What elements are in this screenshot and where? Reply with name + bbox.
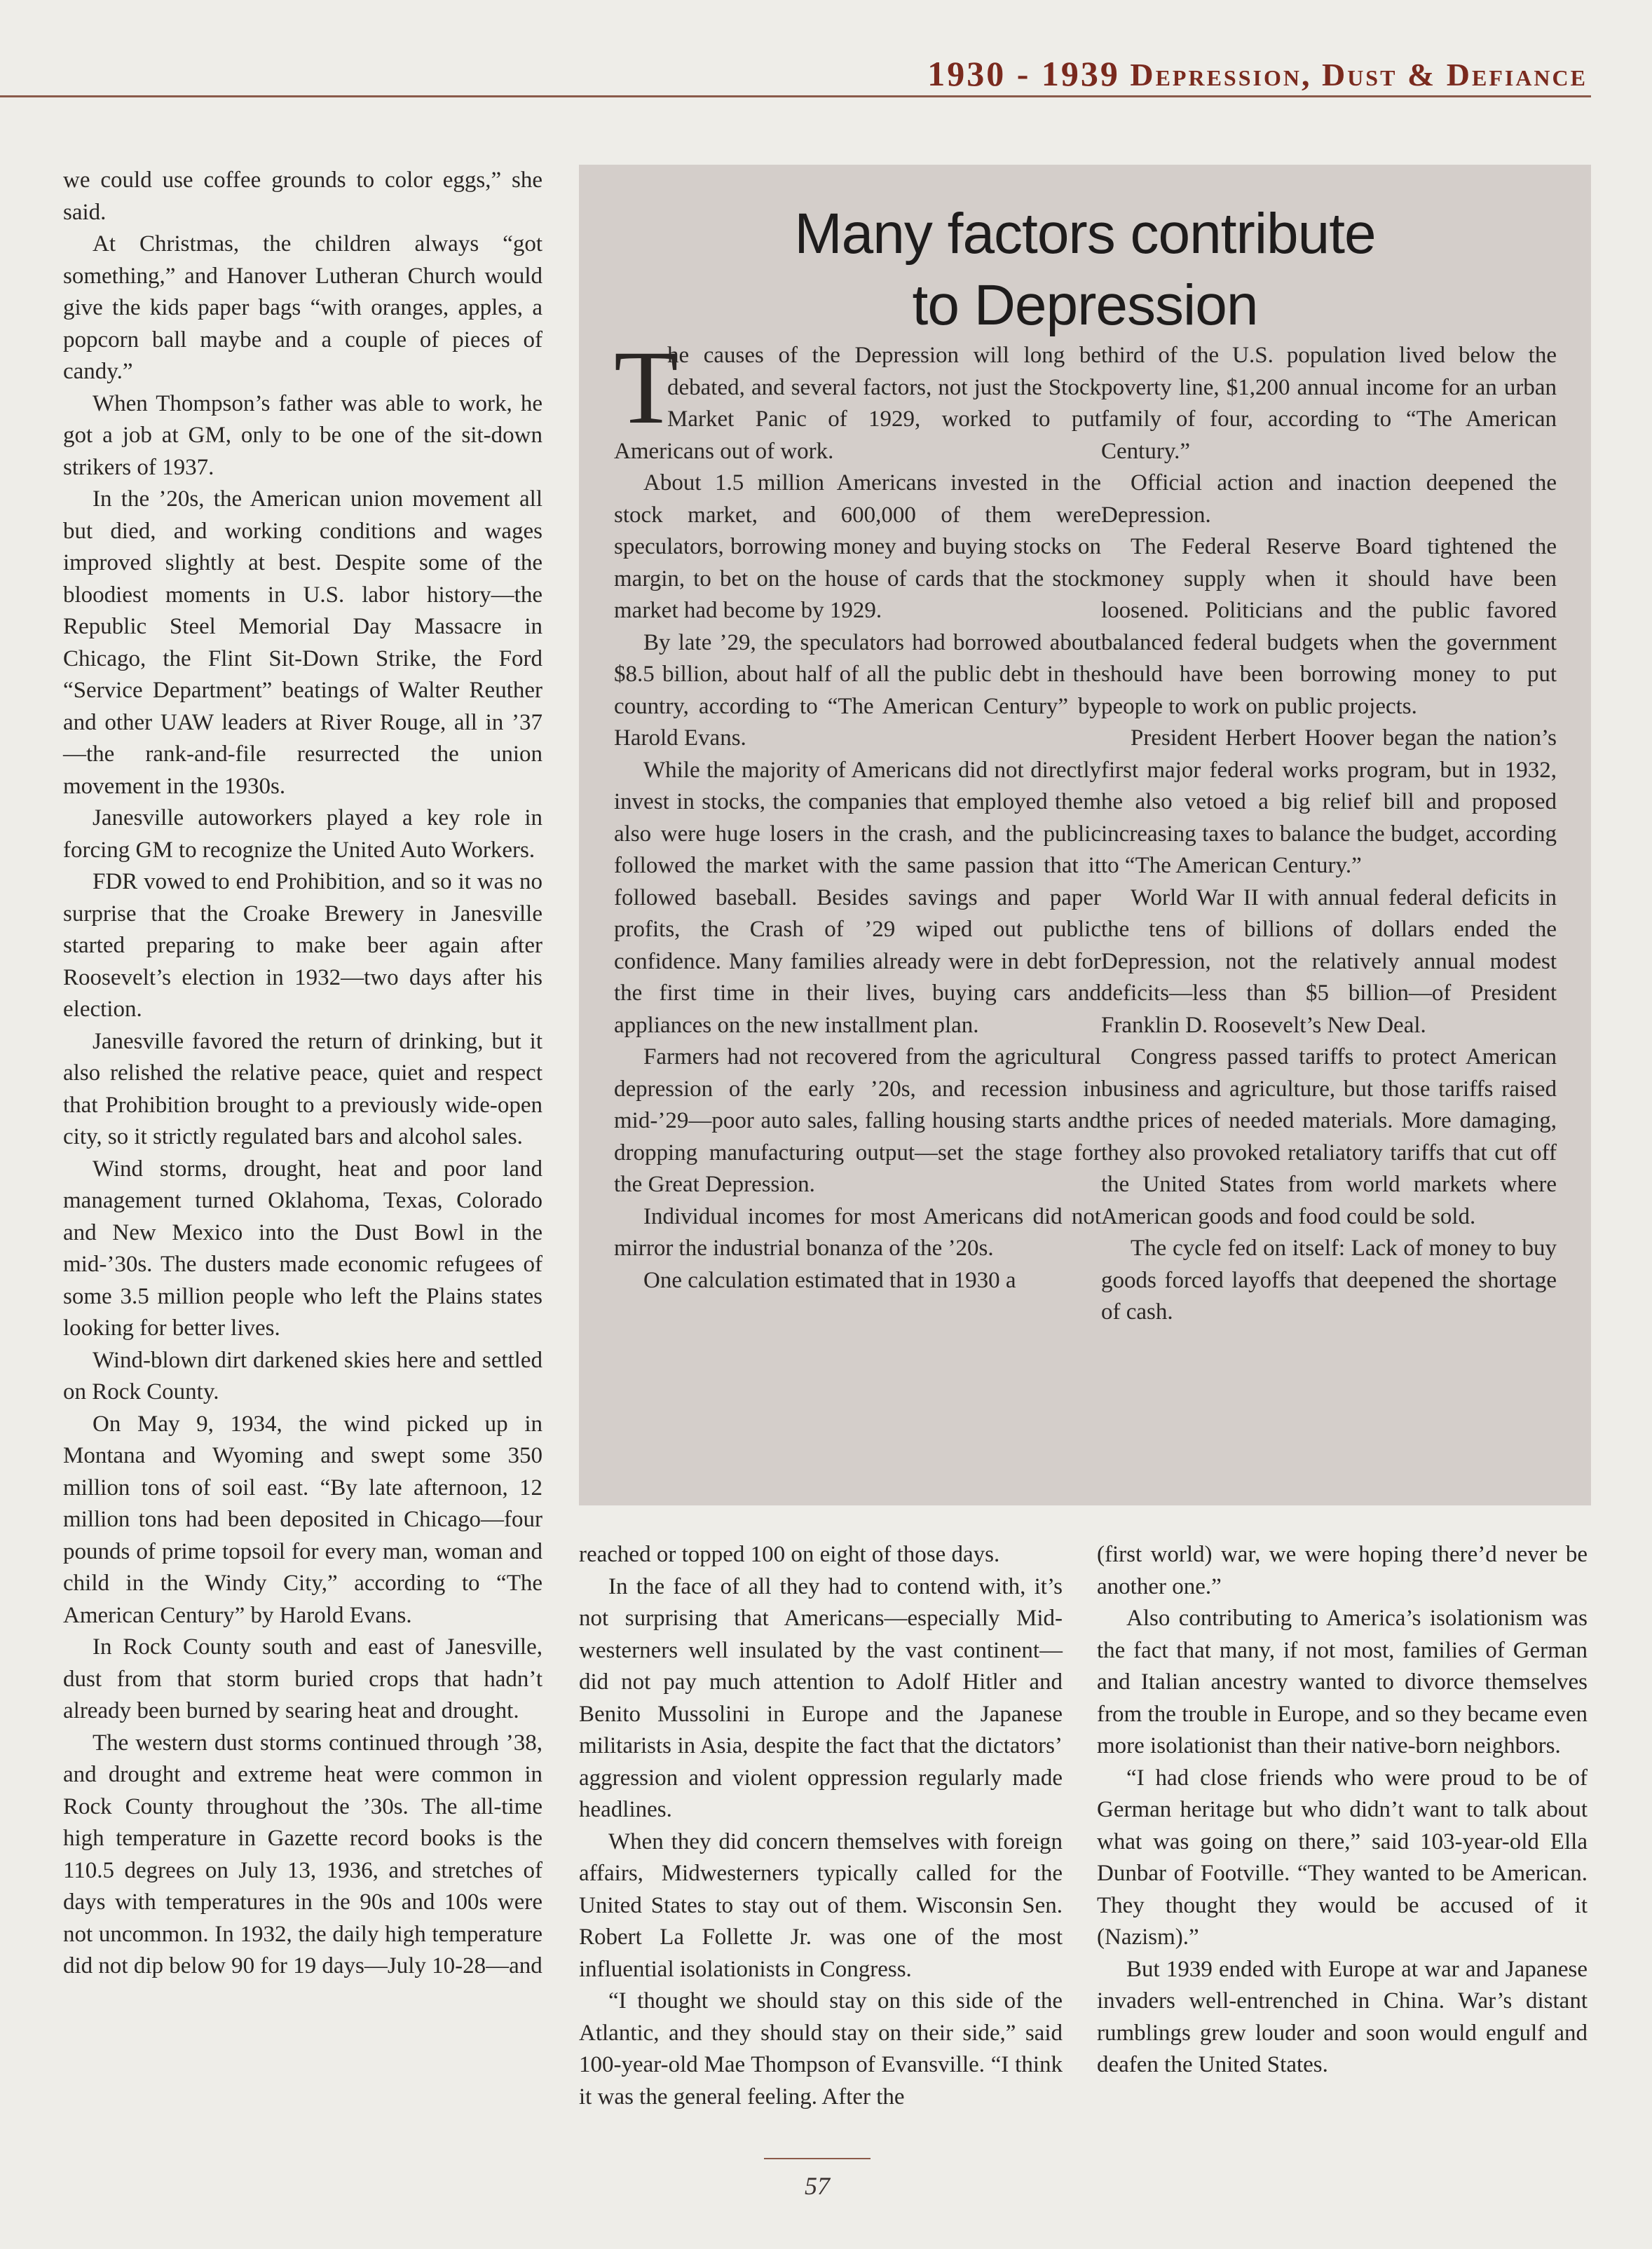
paragraph: On May 9, 1934, the wind picked up in Montana and Wyoming and swept some 350 million tons of soil east. “By late afternoon, 12 million tons had been deposited in Chicago—four pounds of prime topsoil for every man, woman and child in the Windy City,” according to “The American Century” by Harold Evans. <box>63 1411 542 1628</box>
paragraph: By late ’29, the speculators had borrowed about $8.5 billion, about half of all the public debt in the country, according to “The American Century” by Harold Evans. <box>614 629 1101 751</box>
paragraph: Janesville autoworkers played a key role in forcing GM to recognize the United Auto Workers. <box>63 805 542 863</box>
sidebar-title-line-1: Many factors contribute <box>794 202 1376 266</box>
paragraph: When they did concern themselves with foreign affairs, Midwesterners typically called for the United States to stay out of them. Wisconsin Sen. Robert La Follette Jr. was one of the most influential isolationists in Congress. <box>579 1828 1063 1982</box>
paragraph: “I thought we should stay on this side of the Atlantic, and they should stay on their side,” said 100-year-old Mae Thompson of Evansville. “I think it was the general feeling. After the <box>579 1988 1063 2110</box>
paragraph: reached or topped 100 on eight of those days. <box>579 1542 1000 1567</box>
paragraph: we could use coffee grounds to color eggs,” she said. <box>63 168 542 225</box>
paragraph: Janesville favored the return of drinking, but it also relished the relative peace, quiet and respect that Prohibition brought to a previously wide-open city, so it strictly regulated bars and alcohol sales. <box>63 1028 542 1149</box>
paragraph: In the ’20s, the American union movement all but died, and working conditions and wages improved slightly at best. Despite some of the bloodiest moments in U.S. labor history—the Republic Steel Memorial Day Massacre in Chicago, the Flint Sit-Down Strike, the Ford “Service Department” beatings of Walter Reuther and other UAW leaders at River Rouge, all in ’37—the rank-and-file resurrected the union movement in the 1930s. <box>63 486 542 799</box>
middle-column <box>579 1539 1063 2113</box>
page-number: 57 <box>805 2172 830 2200</box>
paragraph: Official action and inaction deepened the Depression. <box>1101 470 1557 528</box>
paragraph: Farmers had not recovered from the agricultural depression of the early ’20s, and recession in mid-’29—poor auto sales, falling housing starts and dropping manufacturing output—set the stage for the Great Depression. <box>614 1044 1101 1197</box>
paragraph: Also contributing to America’s isolationism was the fact that many, if not most, families of German and Italian ancestry wanted to divorce themselves from the trouble in Europe, and so they became even more isolationist than their native-born neighbors. <box>1097 1606 1588 1758</box>
sidebar-right-column <box>1101 340 1557 1329</box>
header-title-text: Depression, Dust & Defiance <box>1130 57 1588 93</box>
paragraph: World War II with annual federal deficits in the tens of billions of dollars ended the Depression, not the relatively annual modest deficits—less than $5 billion—of President Franklin D. Roosevelt’s New Deal. <box>1101 884 1557 1038</box>
header-years: 1930 - 1939 <box>927 54 1120 93</box>
running-header <box>927 53 1588 94</box>
paragraph: President Herbert Hoover began the nation’s first major federal works program, but in 1932, he also vetoed a big relief bill and proposed increasing taxes to balance the budget, according to “The American Century.” <box>1101 725 1557 878</box>
left-column <box>63 165 542 1983</box>
paragraph: About 1.5 million Americans invested in the stock market, and 600,000 of them were speculators, borrowing money and buying stocks on margin, to bet on the house of cards that the stock market had become by 1929. <box>614 470 1101 623</box>
header-rule <box>0 95 1591 97</box>
paragraph: While the majority of Americans did not directly invest in stocks, the companies that employed them also were huge losers in the crash, and the public followed the market with the same passion that it followed baseball. Besides savings and paper profits, the Crash of ’29 wiped out public confidence. Many families already were in debt for the first time in their lives, buying cars and appliances on the new installment plan. <box>614 757 1101 1038</box>
paragraph: (first world) war, we were hoping there’d never be another one.” <box>1097 1542 1588 1599</box>
drop-cap: T <box>614 329 678 446</box>
paragraph: In Rock County south and east of Janesville, dust from that storm buried crops that hadn’t already been burned by searing heat and drought. <box>63 1634 542 1723</box>
paragraph: The cycle fed on itself: Lack of money to buy goods forced layoffs that deepened the shortage of cash. <box>1101 1236 1557 1325</box>
paragraph: “I had close friends who were proud to be of German heritage but who didn’t want to talk about what was going on there,” said 103-year-old Ella Dunbar of Footville. “They wanted to be American. They thought they would be accused of it (Nazism).” <box>1097 1765 1588 1950</box>
paragraph: third of the U.S. population lived below the poverty line, $1,200 annual income for an urban family of four, according to “The American Century.” <box>1101 343 1557 464</box>
sidebar-box <box>579 165 1591 1505</box>
paragraph: Wind storms, drought, heat and poor land management turned Oklahoma, Texas, Colorado and New Mexico into the Dust Bowl in the mid-’30s. The dusters made economic refugees of some 3.5 million people who left the Plains states looking for better lives. <box>63 1156 542 1341</box>
paragraph: One calculation estimated that in 1930 a <box>643 1267 1016 1293</box>
paragraph: Congress passed tariffs to protect American business and agriculture, but those tariffs raised the prices of needed materials. More damaging, they also provoked retaliatory tariffs that cut off the United States from world markets where American goods and food could be sold. <box>1101 1044 1557 1229</box>
page-number-rule <box>764 2158 871 2159</box>
right-column <box>1097 1539 1588 2081</box>
sidebar-left-column <box>614 329 1101 1297</box>
paragraph: Individual incomes for most Americans did not mirror the industrial bonanza of the ’20s. <box>614 1203 1101 1261</box>
sidebar-title <box>579 198 1591 341</box>
paragraph: Wind-blown dirt darkened skies here and settled on Rock County. <box>63 1347 542 1404</box>
paragraph: The Federal Reserve Board tightened the money supply when it should have been loosened. Politicians and the public favored balanced federal budgets when the government should have been borrowing money to put people to work on public projects. <box>1101 534 1557 719</box>
lead-text: he causes of the Depression will long be debated, and several factors, not just the Stock Market Panic of 1929, worked to put Americans out of work. <box>614 343 1101 464</box>
paragraph: At Christmas, the children always “got something,” and Hanover Lutheran Church would give the kids paper bags “with oranges, apples, a popcorn ball maybe and a couple of pieces of candy.” <box>63 231 542 384</box>
sidebar-title-line-2: to Depression <box>912 273 1258 337</box>
paragraph: FDR vowed to end Prohibition, and so it was no surprise that the Croake Brewery in Janesville started preparing to make beer again after Roosevelt’s election in 1932—two days after his election. <box>63 869 542 1022</box>
paragraph: In the face of all they had to contend with, it’s not surprising that Americans—especially Mid-westerners well insulated by the vast continent—did not pay much attention to Adolf Hitler and Benito Mussolini in Europe and the Japanese militarists in Asia, despite the fact that the dictators’ aggression and violent oppression regularly made headlines. <box>579 1573 1063 1822</box>
paragraph: But 1939 ended with Europe at war and Japanese invaders well-entrenched in China. War’s distant rumblings grew louder and soon would engulf and deafen the United States. <box>1097 1956 1588 2077</box>
paragraph: When Thompson’s father was able to work, he got a job at GM, only to be one of the sit-down strikers of 1937. <box>63 390 542 480</box>
sidebar-lead-paragraph <box>614 329 1101 467</box>
paragraph: The western dust storms continued through ’38, and drought and extreme heat were common in Rock County throughout the ’30s. The all-time high temperature in Gazette record books is the 110.5 degrees on July 13, 1936, and stretches of days with temperatures in the 90s and 100s were not uncommon. In 1932, the daily high temperature did not dip below 90 for 19 days—July 10-28—and <box>63 1730 542 1978</box>
